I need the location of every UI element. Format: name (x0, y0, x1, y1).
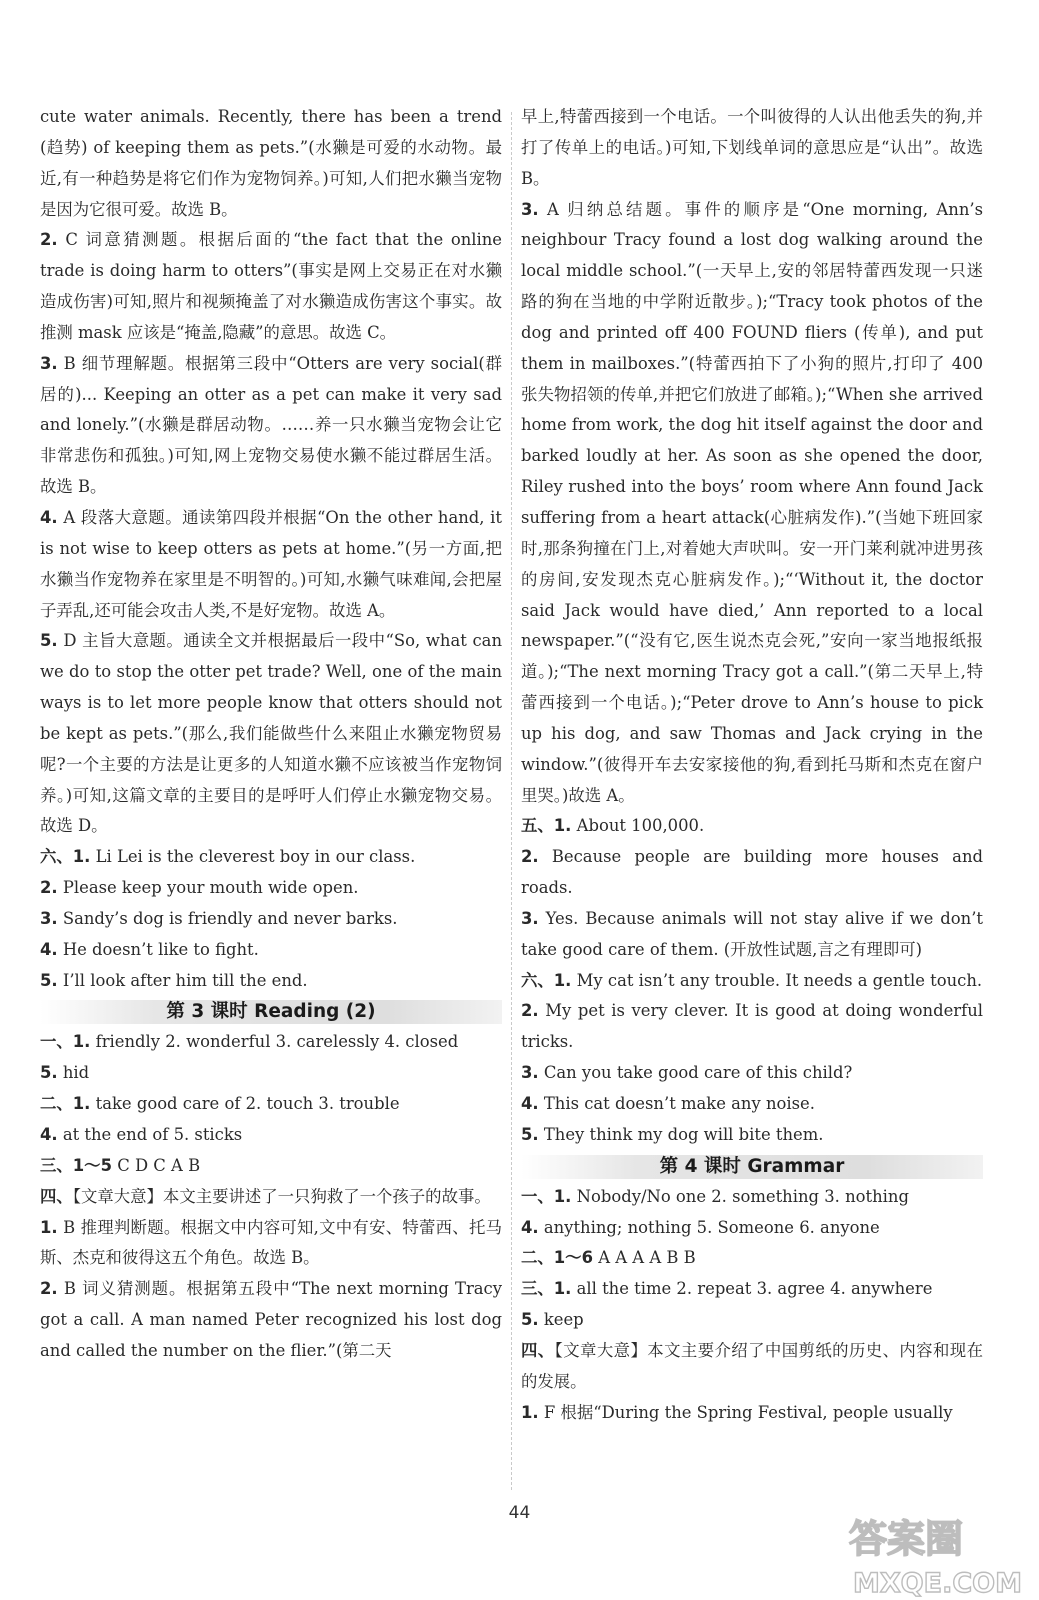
item-number: 2. (521, 847, 539, 867)
answer-paragraph (521, 1182, 983, 1213)
answer-paragraph (40, 1182, 502, 1213)
answer-text: Please keep your mouth wide open. (57, 878, 359, 898)
lesson-heading: 第 4 课时 Grammar (521, 1155, 983, 1179)
answer-text: A A A A B B (592, 1248, 696, 1268)
answer-text: They think my dog will bite them. (538, 1124, 824, 1144)
answer-paragraph (40, 873, 502, 904)
answer-paragraph (40, 349, 502, 503)
answer-text: 早上,特蕾西接到一个电话。一个叫彼得的人认出他丢失的狗,并打了传单上的电话。)可知,下划线单词的意思应是“认出”。故选 B。 (521, 107, 983, 188)
answer-paragraph (40, 225, 502, 348)
item-number: 四、 (521, 1340, 555, 1360)
answer-paragraph (40, 102, 502, 225)
right-column (521, 102, 983, 1428)
item-number: 3. (521, 199, 539, 219)
answer-paragraph (521, 1089, 983, 1120)
answer-paragraph (521, 996, 983, 1058)
left-column (40, 102, 502, 1367)
watermark-text: 答案圈 (849, 1517, 964, 1561)
item-number: 3. (40, 908, 58, 928)
answer-paragraph (40, 1027, 502, 1058)
answer-paragraph (40, 1213, 502, 1275)
answer-paragraph (521, 1336, 983, 1398)
item-number: 3. (521, 908, 539, 928)
lesson-heading: 第 3 课时 Reading (2) (40, 1000, 502, 1024)
answer-paragraph (521, 102, 983, 195)
answer-text: Yes. Because animals will not stay alive if we don’t take good care of them. (开放性试题,言之有理即可) (521, 908, 983, 959)
answer-paragraph (521, 1305, 983, 1336)
answer-paragraph (40, 904, 502, 935)
answer-text: 【文章大意】本文主要讲述了一只狗救了一个孩子的故事。 (72, 1186, 491, 1206)
answer-paragraph (40, 503, 502, 626)
item-number: 三、1～5 (40, 1155, 112, 1175)
answer-text: anything; nothing 5. Someone 6. anyone (538, 1217, 880, 1237)
answer-text: Li Lei is the cleverest boy in our class. (90, 847, 416, 867)
answer-text: 【文章大意】本文主要介绍了中国剪纸的历史、内容和现在的发展。 (521, 1340, 983, 1391)
answer-paragraph (40, 966, 502, 997)
answer-text: Nobody/No one 2. something 3. nothing (571, 1186, 909, 1206)
answer-paragraph (40, 1151, 502, 1182)
answer-text: C 词意猜测题。根据后面的“the fact that the online trade is doing harm to otters”(事实是网上交易正在对水獭造成伤害)可知,照片和视频掩盖了对水獭造成伤害这个事实。故推测 mask 应该是“掩盖,隐藏”的意思。故选 C。 (40, 230, 502, 342)
item-number: 1. (521, 1402, 539, 1422)
answer-text: About 100,000. (571, 816, 705, 836)
item-number: 六、1. (40, 847, 91, 867)
answer-text: Sandy’s dog is friendly and never barks. (57, 908, 398, 928)
answer-text: hid (57, 1063, 90, 1083)
page-number: 44 (508, 1503, 531, 1523)
item-number: 3. (521, 1063, 539, 1083)
answer-text: C D C A B (111, 1155, 201, 1175)
item-number: 2. (40, 230, 58, 250)
item-number: 2. (40, 878, 58, 898)
answer-text: B 词义猜测题。根据第五段中“The next morning Tracy got a call. A man named Peter recognized his lost dog and called the number on the flier.”(第二天 (40, 1279, 502, 1360)
item-number: 2. (521, 1001, 539, 1021)
item-number: 5. (40, 1063, 58, 1083)
watermark-site: MXQE.COM (853, 1568, 1022, 1599)
answer-text: friendly 2. wonderful 3. carelessly 4. closed (90, 1032, 459, 1052)
answer-paragraph (40, 935, 502, 966)
answer-paragraph (521, 195, 983, 812)
answer-paragraph (521, 1274, 983, 1305)
answer-paragraph (40, 842, 502, 873)
column-divider (511, 112, 512, 1490)
answer-text: A 归纳总结题。事件的顺序是“One morning, Ann’s neighbour Tracy found a lost dog walking around the local middle school.”(一天早上,安的邻居特蕾西发现一只迷路的狗在当地的中学附近散步。);“Tracy took photos of the dog and printed off 400 FOUND fliers (传单), and put them in mailboxes.”(特蕾西拍下了小狗的照片,打印了 400 张失物招领的传单,并把它们放进了邮箱。);“When she arrived home from work, the dog hit itself against the door and barked loudly at her. As soon as she opened the door, Riley rushed into the boys’ room where Ann found Jack suffering from a heart attack(心脏病发作).”(当她下班回家时,那条狗撞在门上,对着她大声吠叫。安一开门莱利就冲进男孩的房间,安发现杰克心脏病发作。);“‘Without it, the doctor said Jack would have died,’ Ann reported to a local newspaper.”(“没有它,医生说杰克会死,”安向一家当地报纸报道。);“The next morning Tracy got a call.”(第二天早上,特蕾西接到一个电话。);“Peter drove to Ann’s house to pick up his dog, and saw Thomas and Jack crying in the window.”(彼得开车去安家接他的狗,看到托马斯和杰克在窗户里哭。)故选 A。 (521, 199, 983, 805)
item-number: 5. (40, 970, 58, 990)
item-number: 一、1. (521, 1186, 572, 1206)
item-number: 三、1. (521, 1279, 572, 1299)
item-number: 二、1～6 (521, 1248, 593, 1268)
item-number: 4. (40, 507, 58, 527)
item-number: 5. (521, 1310, 539, 1330)
answer-text: keep (538, 1310, 584, 1330)
item-number: 4. (40, 939, 58, 959)
answer-text: take good care of 2. touch 3. trouble (90, 1094, 400, 1114)
answer-paragraph (521, 966, 983, 997)
answer-paragraph (40, 1120, 502, 1151)
answer-text: all the time 2. repeat 3. agree 4. anywhere (571, 1279, 933, 1299)
answer-text: at the end of 5. sticks (57, 1125, 243, 1144)
answer-text: cute water animals. Recently, there has been a trend (趋势) of keeping them as pets.”(水獭是可爱的水动物。最近,有一种趋势是将它们作为宠物饲养。)可知,人们把水獭当宠物是因为它很可爱。故选 B。 (40, 107, 502, 219)
item-number: 四、 (40, 1186, 73, 1206)
answer-paragraph (40, 1274, 502, 1367)
answer-paragraph (40, 1058, 502, 1089)
answer-paragraph (521, 1398, 983, 1429)
answer-paragraph (40, 1089, 502, 1120)
item-number: 二、1. (40, 1094, 91, 1114)
answer-text: My pet is very clever. It is good at doing wonderful tricks. (521, 1001, 983, 1052)
answer-text: Because people are building more houses and roads. (521, 847, 983, 898)
watermark-logo (843, 1500, 1039, 1600)
item-number: 1. (40, 1217, 58, 1237)
answer-text: B 推理判断题。根据文中内容可知,文中有安、特蕾西、托马斯、杰克和彼得这五个角色。故选 B。 (40, 1217, 502, 1268)
answer-text: D 主旨大意题。通读全文并根据最后一段中“So, what can we do to stop the otter pet trade? Well, one of the main ways is to let more people know that otters should not be kept as pets.”(那么,我们能做些什么来阻止水獭宠物贸易呢?一个主要的方法是让更多的人知道水獭不应该被当作宠物饲养。)可知,这篇文章的主要目的是呼吁人们停止水獭宠物交易。故选 D。 (40, 631, 502, 836)
item-number: 六、1. (521, 970, 572, 990)
answer-text: Can you take good care of this child? (538, 1063, 853, 1083)
item-number: 4. (521, 1094, 539, 1113)
answer-text: This cat doesn’t make any noise. (538, 1094, 815, 1113)
item-number: 4. (40, 1125, 58, 1144)
answer-paragraph (521, 1243, 983, 1274)
item-number: 4. (521, 1217, 539, 1237)
answer-paragraph (521, 842, 983, 904)
answer-text: A 段落大意题。通读第四段并根据“On the other hand, it is not wise to keep otters as pets at home.”(另一方面,把水獭当作宠物养在家里是不明智的。)可知,水獭气味难闻,会把屋子弄乱,还可能会攻击人类,不是好宠物。故选 A。 (40, 507, 502, 620)
answer-paragraph (521, 1120, 983, 1151)
answer-paragraph (521, 811, 983, 842)
answer-paragraph (521, 1058, 983, 1089)
answer-text: B 细节理解题。根据第三段中“Otters are very social(群居的)... Keeping an otter as a pet can make it very sad and lonely.”(水獭是群居动物。……养一只水獭当宠物会让它非常悲伤和孤独。)可知,网上宠物交易使水獭不能过群居生活。故选 B。 (40, 353, 502, 497)
item-number: 5. (40, 631, 58, 651)
answer-paragraph (521, 1213, 983, 1244)
item-number: 3. (40, 353, 58, 373)
answer-text: F 根据“During the Spring Festival, people usually (538, 1402, 953, 1422)
answer-text: My cat isn’t any trouble. It needs a gentle touch. (571, 970, 983, 990)
item-number: 2. (40, 1279, 58, 1299)
answer-paragraph (521, 904, 983, 966)
answer-paragraph (40, 626, 502, 842)
answer-text: He doesn’t like to fight. (57, 939, 259, 959)
item-number: 五、1. (521, 816, 572, 836)
item-number: 5. (521, 1124, 539, 1144)
answer-text: I’ll look after him till the end. (57, 970, 308, 990)
item-number: 一、1. (40, 1032, 91, 1052)
